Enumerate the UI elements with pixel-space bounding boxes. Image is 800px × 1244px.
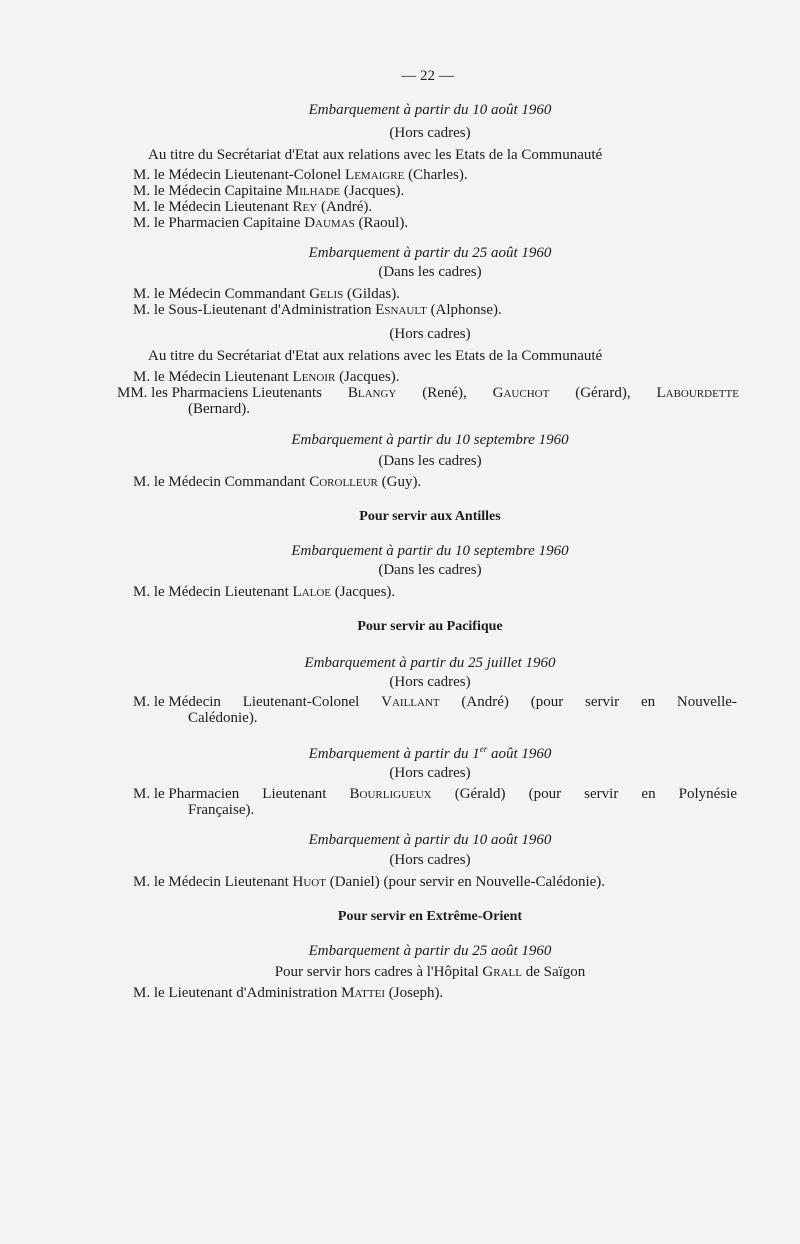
entry-line: M. le Pharmacien Lieutenant Bourligueux (Gérald) (pour servir en Polynésie xyxy=(133,786,737,802)
destination-title: Pour servir aux Antilles xyxy=(359,509,501,524)
section-heading: Embarquement à partir du 25 août 1960 xyxy=(308,245,552,261)
secretariat-title: Au titre du Secrétariat d'Etat aux relations avec les Etats de la Communauté xyxy=(148,147,603,163)
section-heading: Embarquement à partir du 10 août 1960 xyxy=(308,832,552,848)
status-line: (Dans les cadres) xyxy=(378,453,482,469)
entry-line-mm: MM. les Pharmaciens Lieutenants Blangy (René), Gauchot (Gérard), Labourdette xyxy=(117,385,739,401)
entry-line: M. le Médecin Lieutenant-Colonel Vaillant (André) (pour servir en Nouvelle- xyxy=(133,694,737,710)
section-heading: Embarquement à partir du 25 juillet 1960 xyxy=(304,655,556,671)
section-heading: Embarquement à partir du 10 août 1960 xyxy=(308,102,552,118)
entry-line: M. le Médecin Lieutenant Laloe (Jacques). xyxy=(133,584,396,600)
page-number: — 22 — xyxy=(401,68,454,84)
entry-line: M. le Médecin Lieutenant Huot (Daniel) (pour servir en Nouvelle-Calédonie). xyxy=(133,874,606,890)
section-heading: Embarquement à partir du 25 août 1960 xyxy=(308,943,552,959)
entry-line: M. le Médecin Lieutenant-Colonel Lemaigre (Charles). xyxy=(133,167,468,183)
entry-line: M. le Médecin Capitaine Milhade (Jacques). xyxy=(133,183,405,199)
status-line: (Hors cadres) xyxy=(389,674,471,690)
subheading: Pour servir hors cadres à l'Hôpital Grall de Saïgon xyxy=(274,964,586,980)
status-line: (Hors cadres) xyxy=(389,765,471,781)
destination-title: Pour servir en Extrême-Orient xyxy=(337,909,523,924)
entry-line: M. le Lieutenant d'Administration Mattei (Joseph). xyxy=(133,985,444,1001)
entry-line: M. le Médecin Lieutenant Lenoir (Jacques). xyxy=(133,369,400,385)
status-line: (Hors cadres) xyxy=(389,125,471,141)
secretariat-title: Au titre du Secrétariat d'Etat aux relations avec les Etats de la Communauté xyxy=(148,348,603,364)
entry-continuation: (Bernard). xyxy=(188,401,251,417)
entry-line: M. le Pharmacien Capitaine Daumas (Raoul). xyxy=(133,215,409,231)
entry-line: M. le Médecin Lieutenant Rey (André). xyxy=(133,199,373,215)
entry-line: M. le Médecin Commandant Corolleur (Guy). xyxy=(133,474,422,490)
entry-line: M. le Médecin Commandant Gelis (Gildas). xyxy=(133,286,400,302)
section-heading: Embarquement à partir du 1er août 1960 xyxy=(308,744,552,762)
section-heading: Embarquement à partir du 10 septembre 1960 xyxy=(291,543,569,559)
entry-continuation: Française). xyxy=(188,802,255,818)
status-line: (Dans les cadres) xyxy=(378,562,482,578)
section-heading: Embarquement à partir du 10 septembre 1960 xyxy=(291,432,569,448)
destination-title: Pour servir au Pacifique xyxy=(357,619,503,634)
entry-line: M. le Sous-Lieutenant d'Administration Esnault (Alphonse). xyxy=(133,302,502,318)
status-line: (Hors cadres) xyxy=(389,326,471,342)
status-line: (Hors cadres) xyxy=(389,852,471,868)
entry-continuation: Calédonie). xyxy=(188,710,258,726)
status-line: (Dans les cadres) xyxy=(378,264,482,280)
